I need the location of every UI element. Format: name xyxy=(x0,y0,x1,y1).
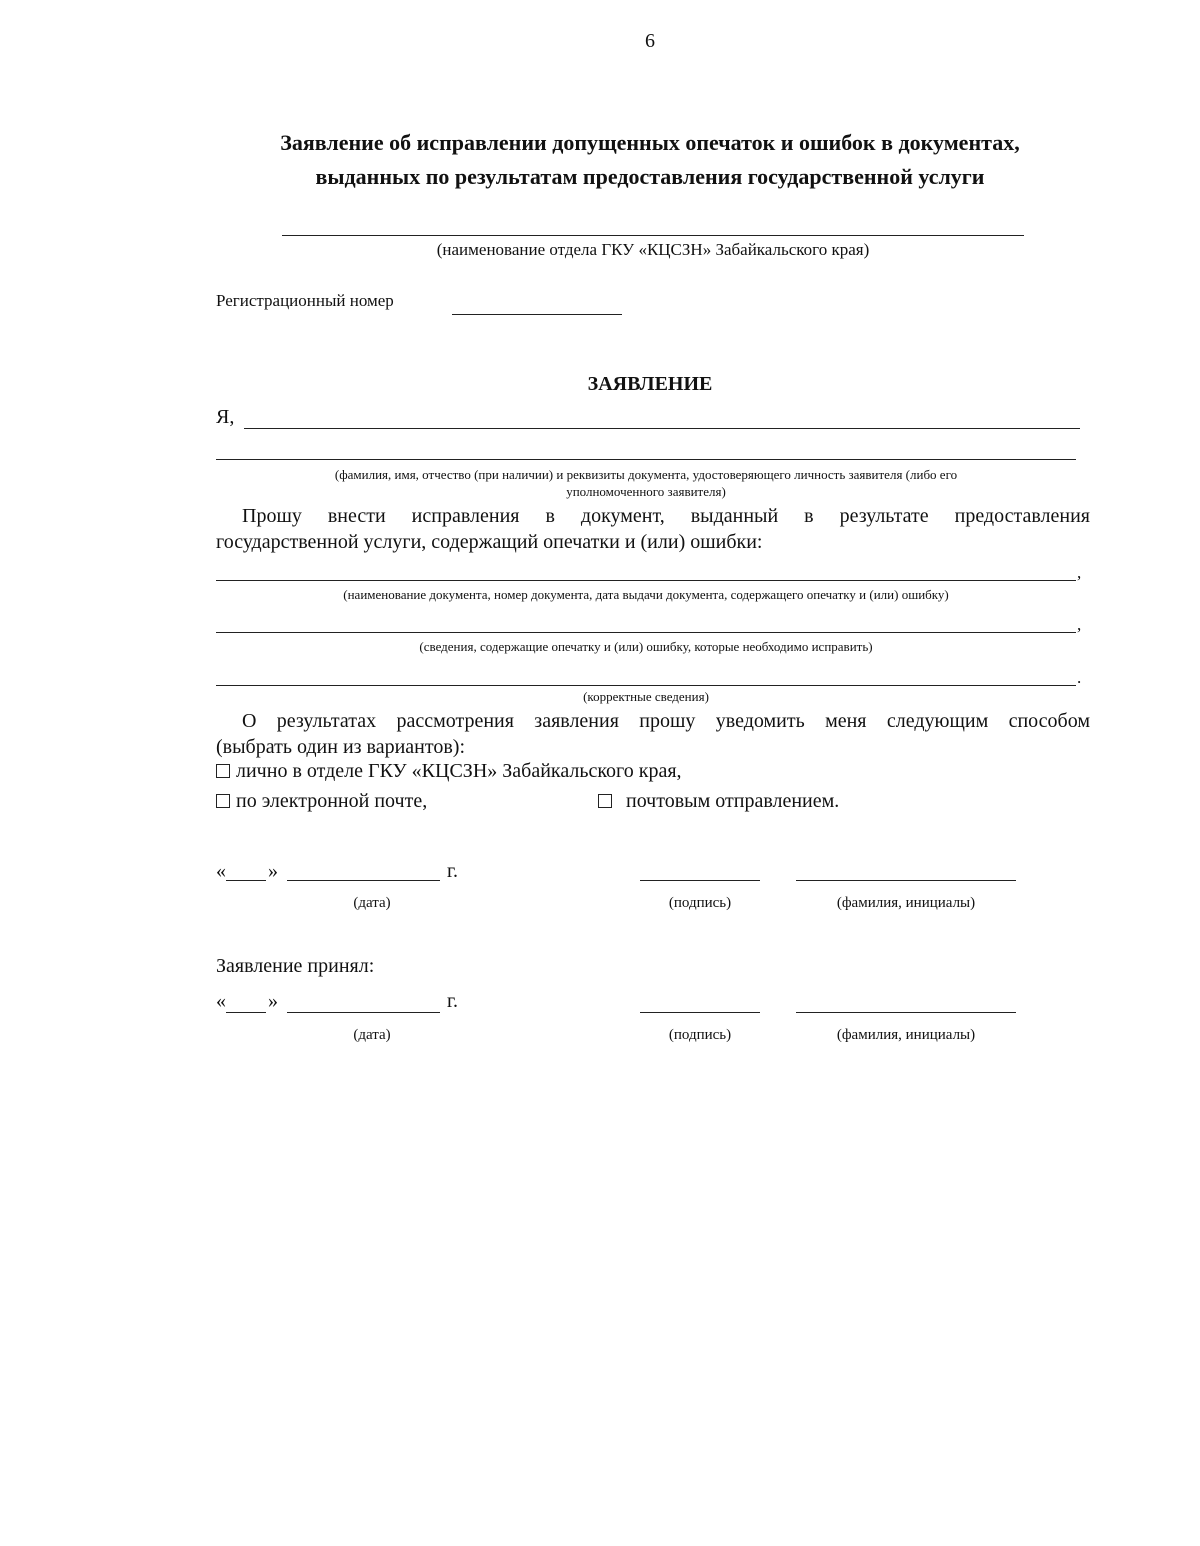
option-in-person[interactable] xyxy=(216,760,682,783)
applicant-name-field[interactable] xyxy=(796,880,1016,881)
error-info-caption: (сведения, содержащие опечатку и (или) ошибку, которые необходимо исправить) xyxy=(419,639,873,654)
acceptor-date-quote-open: « xyxy=(216,990,226,1012)
department-caption: (наименование отдела ГКУ «КЦСЗН» Забайкальского края) xyxy=(436,240,870,259)
error-info-field[interactable] xyxy=(216,632,1076,633)
applicant-caption-line-2: уполномоченного заявителя) xyxy=(566,484,726,499)
acceptor-name-caption: (фамилия, инициалы) xyxy=(836,1027,976,1043)
notify-paragraph xyxy=(216,708,1090,760)
acceptor-year-suffix: г. xyxy=(447,990,458,1012)
error-info-field-end: , xyxy=(1077,615,1082,634)
option-email[interactable] xyxy=(216,790,427,813)
accepted-label: Заявление принял: xyxy=(216,955,375,977)
correct-info-field-end: . xyxy=(1077,668,1082,687)
acceptor-month-field[interactable] xyxy=(287,1012,440,1013)
applicant-day-field[interactable] xyxy=(226,880,266,881)
applicant-signature-field[interactable] xyxy=(640,880,760,881)
applicant-year-suffix: г. xyxy=(447,860,458,882)
applicant-date-quote-open: « xyxy=(216,860,226,882)
acceptor-date-caption: (дата) xyxy=(353,1027,391,1043)
registration-label: Регистрационный номер xyxy=(216,291,394,310)
department-field-line[interactable] xyxy=(282,235,1024,236)
applicant-field-line-2[interactable] xyxy=(216,459,1076,460)
request-line-2: государственной услуги, содержащий опечатки и (или) ошибки: xyxy=(216,531,763,553)
applicant-month-field[interactable] xyxy=(287,880,440,881)
applicant-caption xyxy=(216,466,1076,500)
checkbox-in-person[interactable] xyxy=(216,764,230,778)
correct-info-field[interactable] xyxy=(216,685,1076,686)
document-name-caption: (наименование документа, номер документа, дата выдачи документа, содержащего опечатку и (или) ошибку) xyxy=(343,587,949,602)
document-title xyxy=(150,126,1150,194)
acceptor-signature-caption: (подпись) xyxy=(668,1027,732,1043)
request-paragraph xyxy=(216,503,1090,555)
registration-number-field[interactable] xyxy=(452,314,622,315)
page-number: 6 xyxy=(645,30,655,52)
applicant-date-caption: (дата) xyxy=(353,895,391,911)
applicant-field-line-1[interactable] xyxy=(244,428,1080,429)
option-email-label: по электронной почте, xyxy=(236,790,428,812)
checkbox-post[interactable] xyxy=(598,794,612,808)
acceptor-name-field[interactable] xyxy=(796,1012,1016,1013)
request-line-1: Прошу внести исправления в документ, выданный в результате предоставления xyxy=(242,505,1090,527)
statement-heading: ЗАЯВЛЕНИЕ xyxy=(587,373,713,395)
document-name-field[interactable] xyxy=(216,580,1076,581)
applicant-date-quote-close: » xyxy=(268,860,278,882)
applicant-caption-line-1: (фамилия, имя, отчество (при наличии) и реквизиты документа, удостоверяющего личность заявителя (либо его xyxy=(334,467,958,482)
option-post-label: почтовым отправлением. xyxy=(626,790,840,812)
acceptor-date-quote-close: » xyxy=(268,990,278,1012)
acceptor-signature-field[interactable] xyxy=(640,1012,760,1013)
title-line-1: Заявление об исправлении допущенных опечаток и ошибок в документах, xyxy=(280,130,1020,155)
document-name-field-end: , xyxy=(1077,563,1082,582)
acceptor-day-field[interactable] xyxy=(226,1012,266,1013)
checkbox-email[interactable] xyxy=(216,794,230,808)
correct-info-caption: (корректные сведения) xyxy=(583,689,709,704)
applicant-signature-caption: (подпись) xyxy=(668,895,732,911)
applicant-prefix: Я, xyxy=(216,406,235,428)
option-in-person-label: лично в отделе ГКУ «КЦСЗН» Забайкальского края, xyxy=(236,760,682,782)
notify-line-2: (выбрать один из вариантов): xyxy=(216,736,466,758)
title-line-2: выданных по результатам предоставления государственной услуги xyxy=(315,164,985,189)
notify-line-1: О результатах рассмотрения заявления прошу уведомить меня следующим способом xyxy=(242,710,1090,732)
option-post[interactable] xyxy=(598,790,839,813)
applicant-name-caption: (фамилия, инициалы) xyxy=(836,895,976,911)
